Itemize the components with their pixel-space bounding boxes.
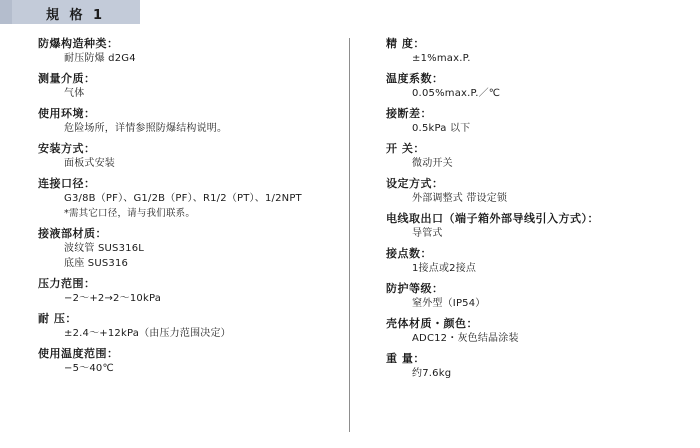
spec-item: [38, 311, 338, 341]
spec-value: 波纹管 SUS316L: [64, 243, 145, 254]
spec-value-note: *需其它口径，请与我们联系。: [64, 208, 196, 219]
spec-column-right: [386, 36, 686, 386]
spec-value: 气体: [64, 88, 85, 99]
spec-item: [38, 106, 338, 136]
header-accent-bar: [0, 0, 12, 24]
spec-values: [386, 156, 686, 171]
spec-values: [386, 121, 686, 136]
spec-label: 温度系数：: [386, 72, 444, 85]
spec-value: 0.05%max.P.／℃: [412, 88, 501, 99]
page-header: [0, 0, 700, 24]
spec-label: 连接口径：: [38, 177, 96, 190]
spec-value: G3/8B（PF）、G1/2B（PF）、R1/2（PT）、1/2NPT: [64, 193, 302, 204]
spec-item: [386, 281, 686, 311]
spec-value: 底座 SUS316: [64, 258, 129, 269]
spec-item: [38, 226, 338, 271]
spec-value: 耐压防爆 d2G4: [64, 53, 136, 64]
spec-item: [38, 71, 338, 101]
spec-value: ±2.4～+12kPa（由压力范围决定）: [64, 328, 231, 339]
spec-values: [386, 261, 686, 276]
spec-label: 开 关：: [386, 142, 425, 155]
spec-values: [386, 331, 686, 346]
spec-item: [386, 36, 686, 66]
spec-label: 接断差：: [386, 107, 432, 120]
spec-values: [386, 296, 686, 311]
spec-values: [38, 191, 338, 221]
spec-label: 壳体材质・颜色：: [386, 317, 478, 330]
spec-values: [38, 121, 338, 136]
spec-values: [38, 326, 338, 341]
spec-label: 测量介质：: [38, 72, 96, 85]
spec-label: 使用温度范围：: [38, 347, 119, 360]
spec-column-left: [38, 36, 338, 381]
spec-label: 使用环境：: [38, 107, 96, 120]
spec-label: 接液部材质：: [38, 227, 107, 240]
spec-item: [386, 316, 686, 346]
spec-label: 电线取出口（端子箱外部导线引入方式）：: [386, 212, 599, 225]
spec-item: [38, 141, 338, 171]
page-title: 規 格 1: [46, 8, 106, 23]
spec-values: [386, 51, 686, 66]
spec-values: [38, 361, 338, 376]
spec-label: 防爆构造种类：: [38, 37, 119, 50]
spec-value: −5～40℃: [64, 363, 114, 374]
spec-item: [38, 346, 338, 376]
spec-values: [386, 191, 686, 206]
spec-value: 危险场所，详情参照防爆结构说明。: [64, 123, 228, 134]
spec-label: 重 量：: [386, 352, 425, 365]
spec-item: [38, 276, 338, 306]
spec-label: 安装方式：: [38, 142, 96, 155]
spec-values: [386, 226, 686, 241]
spec-values: [38, 291, 338, 306]
spec-value: 微动开关: [412, 158, 453, 169]
spec-value: 导管式: [412, 228, 443, 239]
spec-label: 设定方式：: [386, 177, 444, 190]
spec-values: [386, 366, 686, 381]
spec-item: [38, 176, 338, 221]
spec-value: ADC12・灰色结晶涂装: [412, 333, 519, 344]
spec-label: 精 度：: [386, 37, 425, 50]
column-divider: [349, 38, 350, 432]
spec-value: 约7.6kg: [412, 368, 452, 379]
spec-item: [386, 106, 686, 136]
spec-item: [386, 211, 686, 241]
spec-value: 0.5kPa 以下: [412, 123, 471, 134]
spec-label: 接点数：: [386, 247, 432, 260]
spec-values: [38, 241, 338, 271]
spec-value: ±1%max.P.: [412, 53, 471, 64]
spec-item: [386, 141, 686, 171]
spec-item: [386, 351, 686, 381]
spec-values: [38, 156, 338, 171]
spec-values: [386, 86, 686, 101]
spec-value: 外部调整式 带设定锁: [412, 193, 508, 204]
spec-item: [38, 36, 338, 66]
spec-value: −2～+2→2～10kPa: [64, 293, 162, 304]
spec-columns: [0, 36, 700, 436]
spec-value: 面板式安装: [64, 158, 115, 169]
spec-label: 压力范围：: [38, 277, 96, 290]
spec-value: 窒外型（IP54）: [412, 298, 486, 309]
spec-values: [38, 86, 338, 101]
spec-item: [386, 246, 686, 276]
spec-item: [386, 71, 686, 101]
spec-values: [38, 51, 338, 66]
spec-value: 1接点或2接点: [412, 263, 477, 274]
spec-item: [386, 176, 686, 206]
spec-label: 耐 压：: [38, 312, 77, 325]
spec-label: 防护等级：: [386, 282, 444, 295]
